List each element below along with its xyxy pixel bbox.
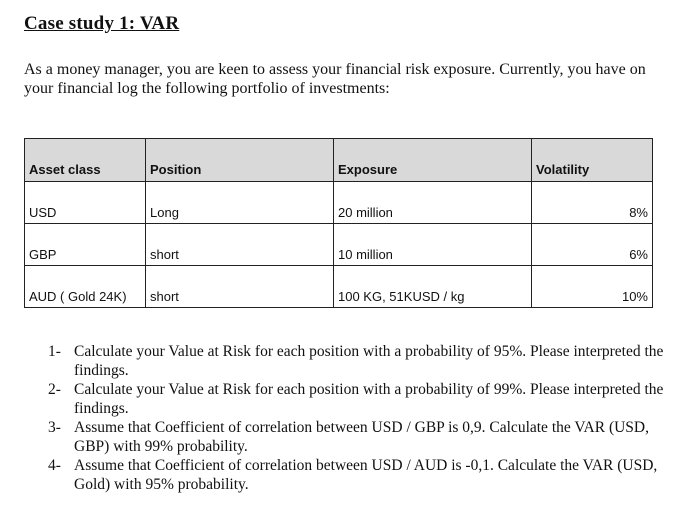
cell-volatility: 8% [532,182,653,224]
question-text: Calculate your Value at Risk for each position with a probability of 99%. Please interpreted the findings. [74,381,664,417]
cell-position: Long [146,182,334,224]
cell-volatility: 10% [532,266,653,308]
cell-asset-class: GBP [25,224,146,266]
question-text: Assume that Coefficient of correlation between USD / GBP is 0,9. Calculate the VAR (USD, GBP) with 99% probability. [74,419,649,455]
header-asset-class: Asset class [25,139,146,182]
page-title: Case study 1: VAR [24,13,180,34]
header-position: Position [146,139,334,182]
cell-exposure: 100 KG, 51KUSD / kg [334,266,532,308]
question-number: 2- [48,381,61,398]
cell-position: short [146,266,334,308]
cell-volatility: 6% [532,224,653,266]
cell-asset-class: USD [25,182,146,224]
table-row [25,182,653,224]
question-item [48,419,668,456]
question-item [48,381,668,418]
table-row [25,266,653,308]
cell-asset-class: AUD ( Gold 24K) [25,266,146,308]
question-number: 4- [48,457,61,474]
question-item [48,343,668,380]
header-exposure: Exposure [334,139,532,182]
header-volatility: Volatility [532,139,653,182]
table-header-row [25,139,653,182]
question-item [48,457,668,494]
cell-position: short [146,224,334,266]
intro-paragraph: As a money manager, you are keen to assess your financial risk exposure. Currently, you have on your financial log the following portfolio of investments: [24,61,646,97]
table-row [25,224,653,266]
cell-exposure: 20 million [334,182,532,224]
question-text: Calculate your Value at Risk for each position with a probability of 95%. Please interpreted the findings. [74,343,664,379]
question-text: Assume that Coefficient of correlation between USD / AUD is -0,1. Calculate the VAR (USD, Gold) with 95% probability. [74,457,658,493]
question-list [48,343,668,495]
portfolio-table [24,138,653,308]
question-number: 1- [48,343,61,360]
question-number: 3- [48,419,61,436]
cell-exposure: 10 million [334,224,532,266]
